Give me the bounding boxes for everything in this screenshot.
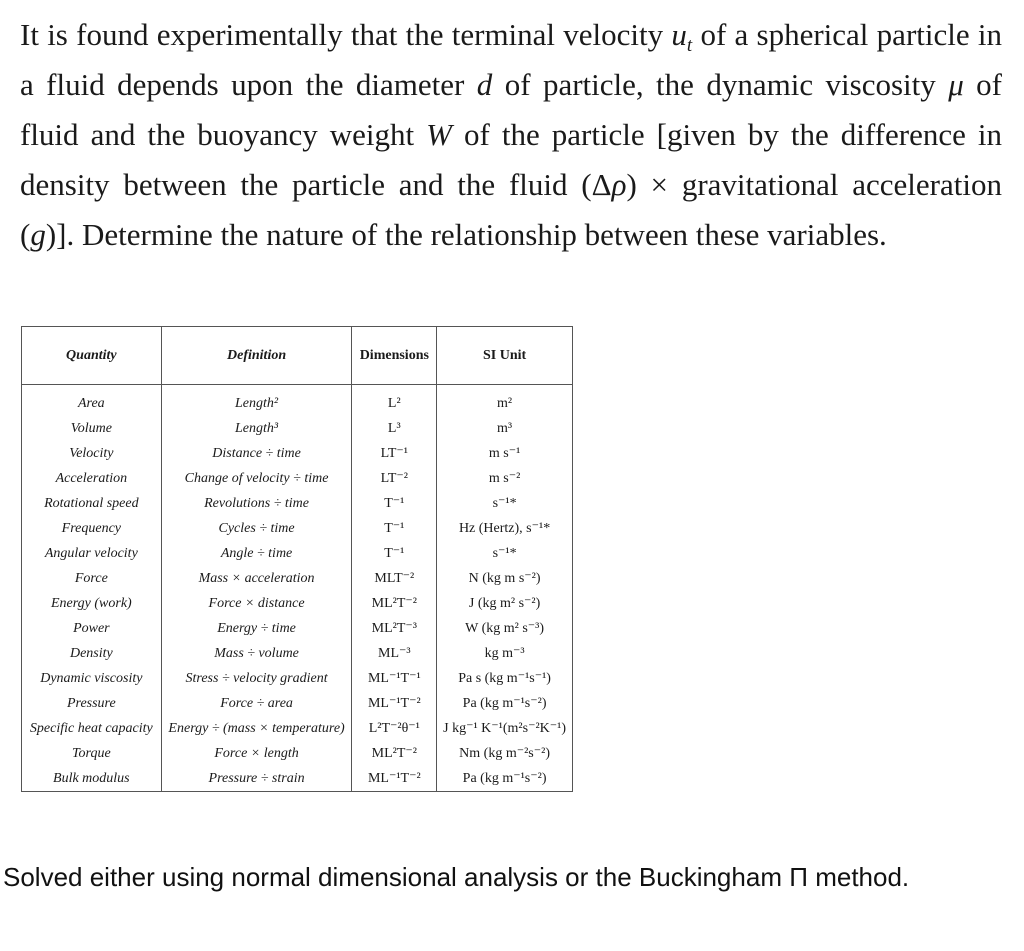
quantity-cell: Torque [22, 741, 162, 766]
table-row [22, 766, 573, 792]
density-symbol: ρ [611, 167, 627, 202]
header-dimensions: Dimensions [352, 327, 437, 385]
quantity-cell: Area [22, 385, 162, 417]
quantity-cell: Pressure [22, 691, 162, 716]
table-row [22, 385, 573, 417]
dimensions-cell: T⁻¹ [352, 516, 437, 541]
definition-cell: Length³ [161, 416, 352, 441]
quantity-cell: Angular velocity [22, 541, 162, 566]
quantity-cell: Specific heat capacity [22, 716, 162, 741]
si-unit-cell: s⁻¹* [437, 491, 573, 516]
dimensions-cell: ML²T⁻² [352, 741, 437, 766]
quantity-cell: Acceleration [22, 466, 162, 491]
dimensions-table [21, 326, 573, 792]
table-header-row [22, 327, 573, 385]
dimensions-cell: LT⁻¹ [352, 441, 437, 466]
si-unit-cell: m² [437, 385, 573, 417]
table-row [22, 441, 573, 466]
table-row [22, 691, 573, 716]
si-unit-cell: m s⁻¹ [437, 441, 573, 466]
si-unit-cell: Pa (kg m⁻¹s⁻²) [437, 691, 573, 716]
table-row [22, 566, 573, 591]
dimensions-cell: L³ [352, 416, 437, 441]
si-unit-cell: kg m⁻³ [437, 641, 573, 666]
si-unit-cell: Nm (kg m⁻²s⁻²) [437, 741, 573, 766]
table-row [22, 616, 573, 641]
definition-cell: Distance ÷ time [161, 441, 352, 466]
definition-cell: Mass × acceleration [161, 566, 352, 591]
dimensions-cell: L²T⁻²θ⁻¹ [352, 716, 437, 741]
dimensions-cell: MLT⁻² [352, 566, 437, 591]
definition-cell: Force ÷ area [161, 691, 352, 716]
dimensions-cell: ML⁻¹T⁻² [352, 691, 437, 716]
viscosity-symbol: μ [948, 67, 964, 102]
answer-text: Solved either using normal dimensional analysis or the Buckingham Π method. [3, 862, 910, 892]
header-quantity: Quantity [22, 327, 162, 385]
table-row [22, 641, 573, 666]
dimensions-cell: ML²T⁻³ [352, 616, 437, 641]
definition-cell: Force × length [161, 741, 352, 766]
definition-cell: Length² [161, 385, 352, 417]
definition-cell: Force × distance [161, 591, 352, 616]
quantity-cell: Volume [22, 416, 162, 441]
dimensions-cell: ML⁻³ [352, 641, 437, 666]
definition-cell: Energy ÷ (mass × temperature) [161, 716, 352, 741]
quantity-cell: Velocity [22, 441, 162, 466]
si-unit-cell: Pa s (kg m⁻¹s⁻¹) [437, 666, 573, 691]
dimensions-cell: L² [352, 385, 437, 417]
quantity-cell: Dynamic viscosity [22, 666, 162, 691]
definition-cell: Revolutions ÷ time [161, 491, 352, 516]
si-unit-cell: W (kg m² s⁻³) [437, 616, 573, 641]
table-row [22, 416, 573, 441]
problem-statement: It is found experimentally that the terminal velocity $u_t$ of a spherical particle in a fluid depends upon the diameter d of particle, the dynamic viscosity μ of fluid and the buoyancy weight W of the particle [given by the difference in density between the particle and the fluid (Δρ) × gravitational acceleration (g)]. Determine the nature of the relationship between these variables. [20, 17, 1002, 252]
header-si-unit: SI Unit [437, 327, 573, 385]
si-unit-cell: J (kg m² s⁻²) [437, 591, 573, 616]
si-unit-cell: Hz (Hertz), s⁻¹* [437, 516, 573, 541]
definition-cell: Change of velocity ÷ time [161, 466, 352, 491]
definition-cell: Cycles ÷ time [161, 516, 352, 541]
si-unit-cell: s⁻¹* [437, 541, 573, 566]
terminal-velocity-symbol: $u_t$ [671, 17, 693, 56]
quantity-cell: Power [22, 616, 162, 641]
header-definition: Definition [161, 327, 352, 385]
definition-cell: Stress ÷ velocity gradient [161, 666, 352, 691]
weight-symbol: W [426, 117, 452, 152]
table-row [22, 666, 573, 691]
dimensions-cell: T⁻¹ [352, 491, 437, 516]
dimensions-cell: T⁻¹ [352, 541, 437, 566]
quantity-cell: Frequency [22, 516, 162, 541]
table-row [22, 491, 573, 516]
gravity-symbol: g [30, 217, 46, 252]
quantity-cell: Force [22, 566, 162, 591]
si-unit-cell: N (kg m s⁻²) [437, 566, 573, 591]
diameter-symbol: d [476, 67, 493, 102]
definition-cell: Energy ÷ time [161, 616, 352, 641]
table-row [22, 466, 573, 491]
table-row [22, 716, 573, 741]
definition-cell: Mass ÷ volume [161, 641, 352, 666]
quantity-cell: Rotational speed [22, 491, 162, 516]
quantity-cell: Density [22, 641, 162, 666]
dimensions-cell: ML⁻¹T⁻¹ [352, 666, 437, 691]
table-row [22, 741, 573, 766]
si-unit-cell: J kg⁻¹ K⁻¹(m²s⁻²K⁻¹) [437, 716, 573, 741]
definition-cell: Pressure ÷ strain [161, 766, 352, 792]
table-row [22, 591, 573, 616]
dimensions-cell: ML⁻¹T⁻² [352, 766, 437, 792]
table-row [22, 516, 573, 541]
si-unit-cell: m s⁻² [437, 466, 573, 491]
dimensions-cell: ML²T⁻² [352, 591, 437, 616]
si-unit-cell: m³ [437, 416, 573, 441]
si-unit-cell: Pa (kg m⁻¹s⁻²) [437, 766, 573, 792]
definition-cell: Angle ÷ time [161, 541, 352, 566]
quantity-cell: Bulk modulus [22, 766, 162, 792]
table-row [22, 541, 573, 566]
quantity-cell: Energy (work) [22, 591, 162, 616]
dimensions-cell: LT⁻² [352, 466, 437, 491]
